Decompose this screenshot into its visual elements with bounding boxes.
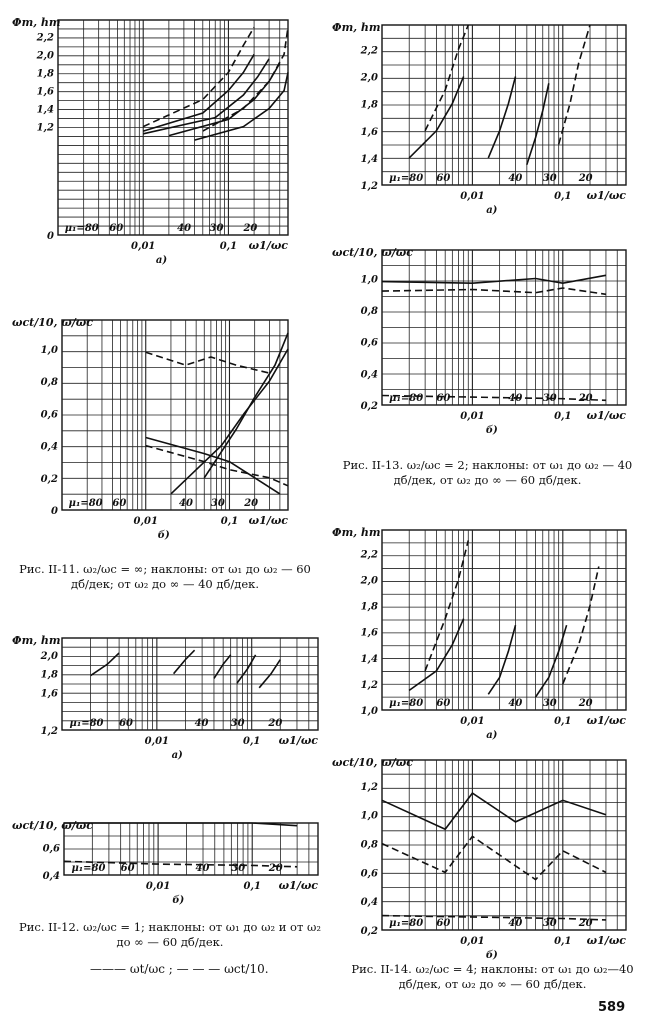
page-number: 589 <box>598 1000 626 1015</box>
mu-label: 60 <box>112 498 127 509</box>
y-tick-label: 2,0 <box>360 575 378 587</box>
x-tick-label: 0,01 <box>145 881 171 892</box>
series-line <box>488 77 515 158</box>
mu-label: 40 <box>508 173 523 184</box>
series-line <box>174 650 195 674</box>
y-tick-label: 1,6 <box>360 126 378 138</box>
mu-label: 40 <box>508 698 523 709</box>
series-line <box>559 25 590 144</box>
y-axis-label: ωct/10, ω/ωc <box>12 819 93 832</box>
x-tick-label: 0,01 <box>131 241 156 252</box>
mu-label: μ₁=80 <box>71 863 106 874</box>
chart-svg-12b <box>10 815 330 905</box>
x-tick-label: 0,1 <box>220 516 239 527</box>
chart-svg-13b <box>330 240 640 435</box>
y-tick-label: 1,2 <box>360 181 378 192</box>
x-tick-label: 0,01 <box>460 411 485 422</box>
mu-label: 40 <box>508 393 523 404</box>
y-tick-label: 0,8 <box>40 377 58 389</box>
mu-label: 30 <box>542 698 557 709</box>
mu-label: 20 <box>578 173 593 184</box>
chart-sublabel: а) <box>486 205 498 216</box>
x-tick-label: 0,01 <box>460 191 485 202</box>
mu-label: 60 <box>120 863 135 874</box>
x-axis-label: ω1/ωc <box>248 239 288 252</box>
y-axis-label: ωct/10, ω/ωc <box>332 756 413 769</box>
y-tick-label: 2,0 <box>360 72 378 84</box>
mu-label: 20 <box>268 718 283 729</box>
chart-svg-11b <box>10 310 310 540</box>
x-tick-label: 0,01 <box>144 736 170 747</box>
y-tick-label: 1,0 <box>360 706 378 717</box>
y-tick-label: 1,6 <box>40 688 58 700</box>
x-tick-label: 0,1 <box>219 241 238 252</box>
chart-13a <box>330 15 640 215</box>
figure-14-caption: Рис. II-14. ω₂/ωc = 4; наклоны: от ω₁ до ω₂—40 дб/дек, от ω₂ до ∞ — 60 дб/дек. <box>351 962 634 991</box>
y-tick-label: 1,8 <box>360 601 378 613</box>
x-tick-label: 0,1 <box>554 716 572 727</box>
y-tick-label: 2,2 <box>36 32 54 44</box>
y-tick-label: 0,6 <box>360 868 378 880</box>
y-tick-label: 1,6 <box>36 86 54 98</box>
series-line <box>237 655 256 683</box>
series-line <box>382 793 606 829</box>
mu-label: 60 <box>109 223 124 234</box>
x-tick-label: 0,1 <box>242 736 261 747</box>
mu-label: 30 <box>230 718 245 729</box>
y-tick-label: 1,8 <box>40 669 58 681</box>
y-tick-label: 0,6 <box>40 409 58 421</box>
x-axis-label: ω1/ωc <box>586 189 626 202</box>
figure-12-legend: ——— ωt/ωc ; — — — ωct/10. <box>90 962 269 976</box>
chart-sublabel: б) <box>485 950 498 961</box>
y-tick-label: 1,8 <box>360 99 378 111</box>
y-tick-label: 2,2 <box>360 45 378 57</box>
mu-label: 60 <box>436 173 451 184</box>
y-tick-label: 0,6 <box>360 337 378 349</box>
x-tick-label: 0,1 <box>243 881 261 892</box>
y-tick-label: 0,2 <box>360 401 378 412</box>
mu-label: 20 <box>578 393 593 404</box>
x-axis-label: ω1/ωc <box>278 734 318 747</box>
y-axis-label: ωct/10, ω/ωc <box>332 246 413 259</box>
chart-14b <box>330 750 640 960</box>
series-line <box>425 25 468 131</box>
y-tick-label: 1,6 <box>360 627 378 639</box>
y-tick-label: 1,0 <box>360 274 378 286</box>
mu-label: 60 <box>436 698 451 709</box>
mu-label: 60 <box>436 918 451 929</box>
y-tick-label: 1,2 <box>360 781 378 793</box>
mu-label: μ₁=80 <box>69 718 104 729</box>
chart-sublabel: а) <box>486 730 498 741</box>
y-tick-label: 1,2 <box>40 726 58 737</box>
chart-svg-11a <box>10 10 310 265</box>
mu-label: 60 <box>436 393 451 404</box>
y-tick-label: 0,8 <box>360 839 378 851</box>
x-tick-label: 0,01 <box>460 936 485 947</box>
y-tick-label: 1,0 <box>360 810 378 822</box>
series-line <box>143 54 254 131</box>
y-tick-label: 1,4 <box>36 104 54 116</box>
series-line <box>425 540 468 671</box>
chart-13b <box>330 240 640 435</box>
mu-label: μ₁=80 <box>68 498 103 509</box>
mu-label: 40 <box>508 918 523 929</box>
series-line <box>382 275 606 283</box>
mu-label: 30 <box>542 173 557 184</box>
figure-11-caption: Рис. II-11. ω₂/ωc = ∞; наклоны: от ω₁ до ω₂ — 60 дб/дек; от ω₂ до ∞ — 40 дб/дек. <box>19 562 311 591</box>
mu-label: 20 <box>268 863 283 874</box>
mu-label: 30 <box>209 223 224 234</box>
chart-svg-12a <box>10 630 330 760</box>
chart-svg-13a <box>330 15 640 215</box>
y-tick-label: 2,2 <box>360 549 378 561</box>
mu-label: 30 <box>231 863 246 874</box>
chart-11b <box>10 310 310 540</box>
series-line <box>563 567 599 684</box>
y-tick-label: 0 <box>47 231 54 242</box>
x-axis-label: ω1/ωc <box>586 409 626 422</box>
y-tick-label: 0,4 <box>360 897 378 909</box>
y-tick-label: 1,0 <box>40 344 58 356</box>
y-axis-label: Φm, hm <box>12 16 61 29</box>
mu-label: 40 <box>177 223 192 234</box>
mu-label: 30 <box>210 498 225 509</box>
y-axis-label: Φm, hm <box>332 526 381 539</box>
series-line <box>536 625 567 697</box>
y-tick-label: 0,8 <box>360 306 378 318</box>
y-axis-label: Φm, hm <box>12 634 61 647</box>
x-axis-label: ω1/ωc <box>278 879 318 892</box>
y-tick-label: 0 <box>51 506 58 517</box>
y-tick-label: 1,4 <box>360 653 378 665</box>
chart-sublabel: а) <box>171 750 183 761</box>
mu-label: 30 <box>542 918 557 929</box>
x-tick-label: 0,1 <box>554 411 572 422</box>
mu-label: μ₁=80 <box>389 918 424 929</box>
y-axis-label: Φm, hm <box>332 21 381 34</box>
mu-label: 40 <box>179 498 193 509</box>
series-line <box>64 823 297 826</box>
mu-label: 20 <box>578 918 593 929</box>
x-axis-label: ω1/ωc <box>248 514 288 527</box>
figure-13-caption: Рис. II-13. ω₂/ωc = 2; наклоны: от ω₁ до ω₂ — 40 дб/дек, от ω₂ до ∞ — 60 дб/дек. <box>342 458 633 487</box>
y-tick-label: 0,2 <box>40 473 58 485</box>
y-tick-label: 2,0 <box>40 650 58 662</box>
y-tick-label: 2,0 <box>36 50 54 62</box>
mu-label: 40 <box>195 863 210 874</box>
x-axis-label: ω1/ωc <box>586 714 626 727</box>
chart-svg-14b <box>330 750 640 960</box>
mu-label: 20 <box>243 223 258 234</box>
chart-12a <box>10 630 330 760</box>
chart-sublabel: б) <box>157 530 170 541</box>
chart-11a <box>10 10 310 265</box>
y-tick-label: 1,4 <box>360 153 378 165</box>
mu-label: μ₁=80 <box>389 393 424 404</box>
x-tick-label: 0,1 <box>554 191 572 202</box>
mu-label: 20 <box>244 498 259 509</box>
chart-sublabel: а) <box>155 255 168 266</box>
x-tick-label: 0,01 <box>133 516 158 527</box>
mu-label: 20 <box>578 698 593 709</box>
y-tick-label: 0,4 <box>42 871 60 882</box>
y-tick-label: 0,6 <box>42 843 60 855</box>
figure-12-caption: Рис. II-12. ω₂/ωc = 1; наклоны: от ω₁ до ω₂ и от ω₂ до ∞ — 60 дб/дек. <box>19 920 321 949</box>
y-tick-label: 0,4 <box>40 441 58 453</box>
x-axis-label: ω1/ωc <box>586 934 626 947</box>
chart-14a <box>330 520 640 740</box>
y-tick-label: 1,2 <box>36 122 54 134</box>
chart-sublabel: б) <box>172 895 185 906</box>
mu-label: 60 <box>119 718 134 729</box>
series-line <box>146 352 270 373</box>
mu-label: μ₁=80 <box>64 223 99 234</box>
mu-label: 30 <box>542 393 557 404</box>
y-tick-label: 1,2 <box>360 679 378 691</box>
chart-svg-14a <box>330 520 640 740</box>
series-line <box>259 660 280 688</box>
y-axis-label: ωct/10, ω/ωc <box>12 316 93 329</box>
y-tick-label: 0,4 <box>360 369 378 381</box>
chart-sublabel: б) <box>485 425 498 436</box>
chart-12b <box>10 815 330 905</box>
mu-label: μ₁=80 <box>389 698 424 709</box>
x-tick-label: 0,1 <box>554 936 572 947</box>
y-tick-label: 1,8 <box>36 68 54 80</box>
series-line <box>382 288 606 294</box>
x-tick-label: 0,01 <box>460 716 485 727</box>
mu-label: 40 <box>194 718 209 729</box>
series-line <box>527 83 549 164</box>
y-tick-label: 0,2 <box>360 926 378 937</box>
mu-label: μ₁=80 <box>389 173 424 184</box>
